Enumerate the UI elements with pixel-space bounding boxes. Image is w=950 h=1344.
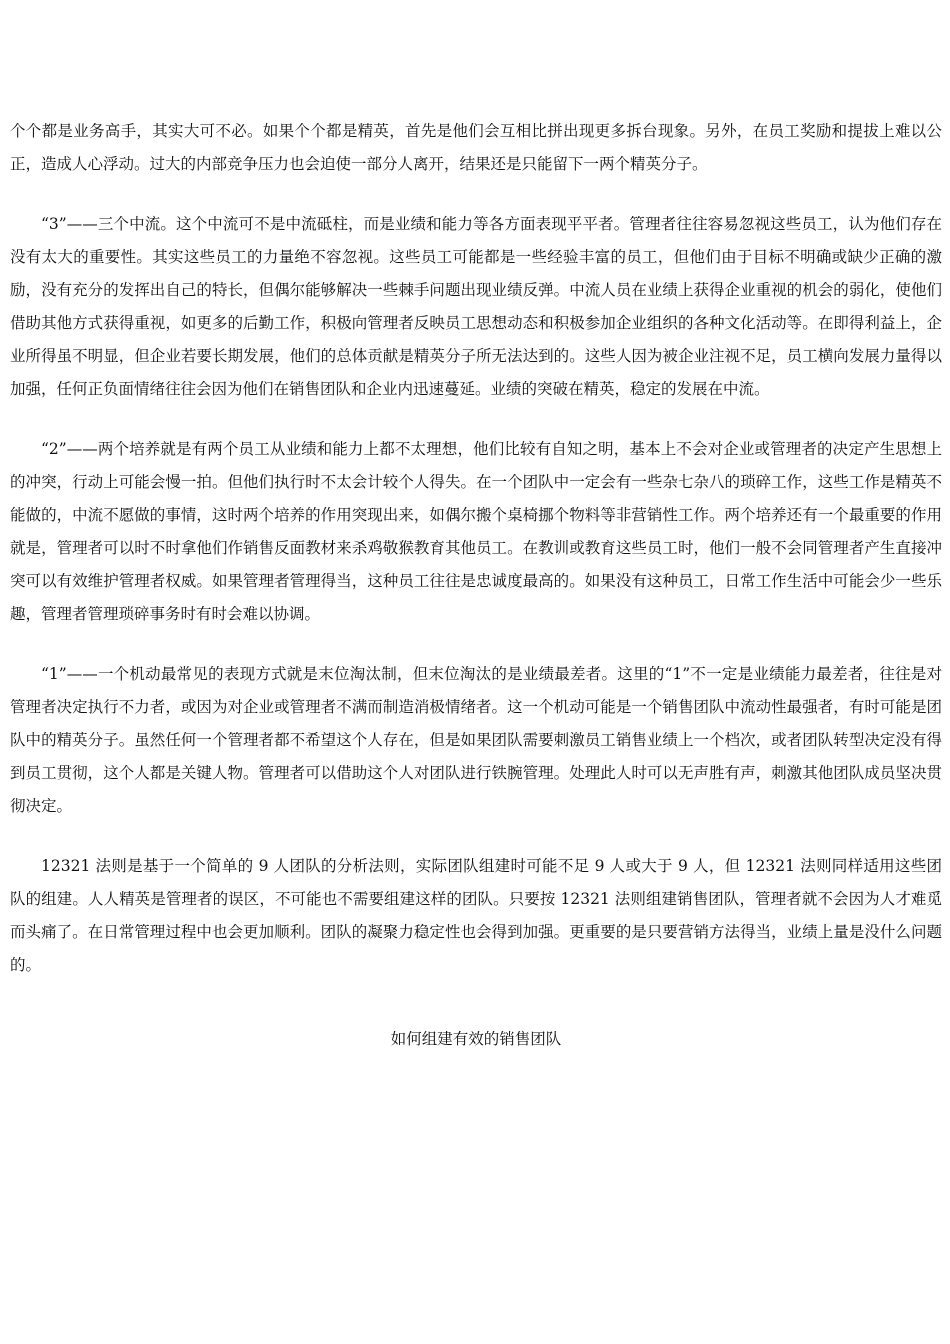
paragraph-continuation: 个个都是业务高手，其实大可不必。如果个个都是精英，首先是他们会互相比拼出现更多拆台现象。另外，在员工奖励和提拔上难以公正，造成人心浮动。过大的内部竞争压力也会迫使一部分人离开，结果还是只能留下一两个精英分子。 — [10, 122, 942, 173]
document-page — [10, 115, 942, 1056]
paragraph-two-training: “2”——两个培养就是有两个员工从业绩和能力上都不太理想，他们比较有自知之明，基本上不会对企业或管理者的决定产生思想上的冲突，行动上可能会慢一拍。但他们执行时不太会计较个人得失。在一个团队中一定会有一些杂七杂八的琐碎工作，这些工作是精英不能做的，中流不愿做的事情，这时两个培养的作用突现出来，如偶尔搬个桌椅挪个物料等非营销性工作。两个培养还有一个最重要的作用就是，管理者可以时不时拿他们作销售反面教材来杀鸡敬猴教育其他员工。在教训或教育这些员工时，他们一般不会同管理者产生直接冲突可以有效维护管理者权威。如果管理者管理得当，这种员工往往是忠诚度最高的。如果没有这种员工，日常工作生活中可能会少一些乐趣，管理者管理琐碎事务时有时会难以协调。 — [10, 440, 942, 623]
paragraph-gap — [10, 823, 942, 850]
paragraph-12321-rule: 12321 法则是基于一个简单的 9 人团队的分析法则，实际团队组建时可能不足 9 人或大于 9 人，但 12321 法则同样适用这些团队的组建。人人精英是管理者的误区，不可能也不需要组建这样的团队。只要按 12321 法则组建销售团队，管理者就不会因为人才难觅而头痛了。在日常管理过程中也会更加顺利。团队的凝聚力稳定性也会得到加强。更重要的是只要营销方法得当，业绩上量是没什么问题的。 — [10, 857, 942, 974]
paragraph-gap — [10, 181, 942, 208]
section-heading: 如何组建有效的销售团队 — [390, 1030, 562, 1048]
paragraph-three-midstream: “3”——三个中流。这个中流可不是中流砥柱，而是业绩和能力等各方面表现平平者。管理者往往容易忽视这些员工，认为他们存在没有太大的重要性。其实这些员工的力量绝不容忽视。这些员工可能都是一些经验丰富的员工，但他们由于目标不明确或缺少正确的激励，没有充分的发挥出自己的特长，但偶尔能够解决一些棘手问题出现业绩反弹。中流人员在业绩上获得企业重视的机会的弱化，使他们借助其他方式获得重视，如更多的后勤工作，积极向管理者反映员工思想动态和积极参加企业组织的各种文化活动等。在即得利益上，企业所得虽不明显，但企业若要长期发展，他们的总体贡献是精英分子所无法达到的。这些人因为被企业注视不足，员工横向发展力量得以加强，任何正负面情绪往往会因为他们在销售团队和企业内迅速蔓延。业绩的突破在精英，稳定的发展在中流。 — [10, 215, 942, 398]
paragraph-one-flexible: “1”——一个机动最常见的表现方式就是末位淘汰制，但末位淘汰的是业绩最差者。这里的“1”不一定是业绩能力最差者，往往是对管理者决定执行不力者，或因为对企业或管理者不满而制造消极情绪者。这一个机动可能是一个销售团队中流动性最强者，有时可能是团队中的精英分子。虽然任何一个管理者都不希望这个人存在，但是如果团队需要刺激员工销售业绩上一个档次，或者团队转型决定没有得到员工贯彻，这个人都是关键人物。管理者可以借助这个人对团队进行铁腕管理。处理此人时可以无声胜有声，刺激其他团队成员坚决贯彻决定。 — [10, 665, 942, 815]
paragraph-gap — [10, 631, 942, 658]
paragraph-gap — [10, 982, 942, 1009]
paragraph-gap — [10, 406, 942, 433]
